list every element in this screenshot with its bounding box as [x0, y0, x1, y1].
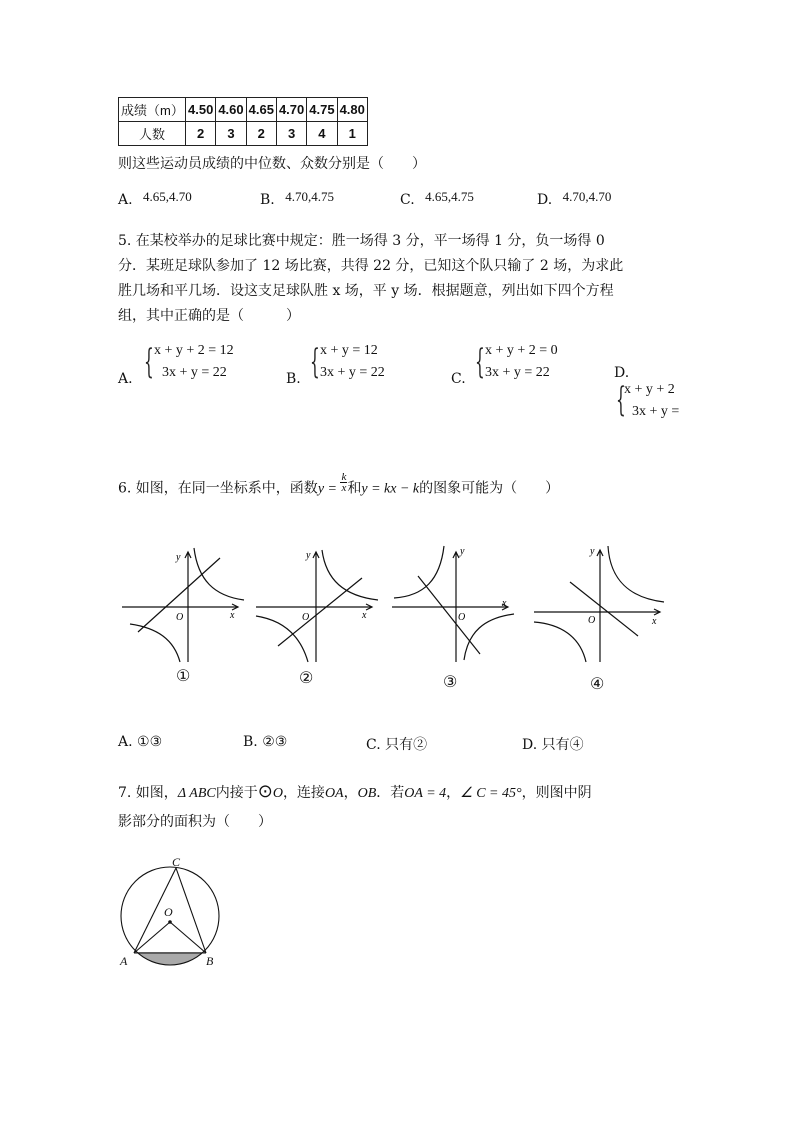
- q5-line-4: 组，其中正确的是（ ）: [118, 308, 300, 324]
- option-letter: C.: [451, 371, 466, 387]
- equation-2: 3x + y = 22: [485, 365, 550, 380]
- q5-option-c[interactable]: [451, 343, 611, 391]
- brace-icon: {: [144, 342, 154, 382]
- option-letter: B.: [243, 734, 258, 750]
- origin-label: O: [588, 615, 596, 626]
- equation-1: x + y = 12: [320, 343, 378, 358]
- origin-label: O: [176, 612, 184, 623]
- table-row: [119, 122, 368, 146]
- q6-option-b[interactable]: [243, 734, 287, 750]
- q5-line-3: 胜几场和平几场．设这支足球队胜 x 场，平 y 场．根据题意，列出如下四个方程: [118, 283, 614, 299]
- graph-1: [118, 540, 248, 665]
- axis-y-label: y: [176, 552, 181, 563]
- q4-question: 则这些运动员成绩的中位数、众数分别是（ ）: [118, 156, 426, 172]
- graph-2: [252, 540, 382, 665]
- table-header-score: 成绩（m）: [119, 98, 186, 122]
- graph-label-2: ②: [299, 668, 314, 687]
- point-label-c: C: [172, 855, 181, 869]
- axis-x-label: x: [362, 610, 367, 621]
- table-cell: 4.70: [276, 98, 306, 122]
- circle-dot-icon: ⊙: [257, 781, 273, 801]
- table-cell: 4.65: [246, 98, 276, 122]
- option-text: ①③: [137, 734, 163, 750]
- equation-1: x + y + 2 = 12: [154, 343, 234, 358]
- origin-label: O: [458, 612, 466, 623]
- equation-2: 3x + y = 22: [320, 365, 385, 380]
- q4-option-b[interactable]: [260, 189, 334, 208]
- graph-label-4: ④: [590, 674, 605, 693]
- option-letter: B.: [286, 371, 301, 387]
- q7-suffix: ，则图中阴: [521, 785, 592, 801]
- point-label-o: O: [164, 905, 173, 919]
- table-cell: 4.60: [216, 98, 246, 122]
- q7-angle: ∠ C = 45°: [460, 786, 522, 801]
- score-table: [118, 97, 368, 146]
- q6-prefix: 6. 如图，在同一坐标系中，函数: [118, 480, 318, 497]
- axis-y-label: y: [460, 546, 465, 557]
- option-letter: B.: [260, 192, 275, 208]
- q6-func2: y = kx − k: [361, 481, 420, 497]
- q5-option-b[interactable]: [286, 343, 446, 391]
- q4-option-c[interactable]: [400, 189, 474, 208]
- option-letter: C.: [400, 192, 415, 208]
- shaded-segment: [112, 952, 232, 972]
- circle-figure: [112, 852, 232, 972]
- table-row: [119, 98, 368, 122]
- q7-if: ．若: [376, 785, 405, 801]
- q7-oa-eq: OA = 4: [404, 786, 447, 801]
- option-letter: A.: [118, 192, 133, 208]
- table-cell: 4.75: [307, 98, 337, 122]
- option-letter: A.: [118, 734, 133, 750]
- option-letter: C.: [366, 737, 381, 753]
- option-letter: D.: [537, 192, 553, 208]
- option-letter: D.: [522, 737, 538, 753]
- graph-3: [388, 540, 518, 665]
- equation-2: 3x + y = 22: [162, 365, 227, 380]
- option-text: 4.65,4.70: [143, 189, 192, 204]
- origin-label: O: [302, 612, 310, 623]
- axis-x-label: x: [652, 616, 657, 627]
- axis-x-label: x: [502, 598, 507, 609]
- option-text: ②③: [262, 734, 288, 750]
- q6-option-a[interactable]: [118, 734, 162, 750]
- q7-comma: ，: [446, 785, 461, 801]
- q4-option-d[interactable]: [537, 189, 612, 208]
- q7-inscribed: 内接于: [215, 785, 258, 801]
- axis-x-label: x: [230, 610, 235, 621]
- table-cell: 2: [246, 122, 276, 146]
- option-letter: D.: [614, 365, 630, 381]
- point-label-b: B: [206, 954, 214, 968]
- table-cell: 4.80: [337, 98, 367, 122]
- q5-line-1: 5. 在某校举办的足球比赛中规定：胜一场得 3 分，平一场得 1 分，负一场得 0: [118, 233, 605, 249]
- axis-y-label: y: [306, 550, 311, 561]
- graph-4: [530, 540, 670, 665]
- table-cell: 4: [307, 122, 337, 146]
- q6-question: [118, 471, 560, 500]
- option-text: 4.70,4.70: [562, 189, 612, 204]
- brace-icon: {: [616, 380, 626, 420]
- table-cell: 3: [276, 122, 306, 146]
- center-point: [168, 920, 172, 924]
- brace-icon: {: [310, 342, 320, 382]
- q6-option-c[interactable]: [366, 734, 427, 754]
- table-cell: 1: [337, 122, 367, 146]
- option-text: 只有②: [385, 737, 428, 753]
- fraction-numerator: k: [341, 471, 347, 483]
- equation-2: 3x + y =: [632, 404, 680, 419]
- q6-func1: y =: [317, 481, 341, 497]
- option-letter: A.: [118, 371, 133, 387]
- q7-comma: ，: [343, 785, 358, 801]
- q7-connect: ，连接: [282, 785, 325, 801]
- table-cell: 3: [216, 122, 246, 146]
- option-text: 4.70,4.75: [285, 189, 334, 204]
- q5-option-d[interactable]: [614, 365, 684, 425]
- q7-ob: OB: [357, 786, 377, 801]
- graph-label-3: ③: [443, 672, 458, 691]
- brace-icon: {: [475, 342, 485, 382]
- point-label-a: A: [120, 954, 128, 968]
- q7-prefix: 7. 如图，: [118, 785, 178, 801]
- table-header-count: 人数: [119, 122, 186, 146]
- q5-line-2: 分．某班足球队参加了 12 场比赛，共得 22 分，已知这个队只输了 2 场，为求此: [118, 258, 624, 274]
- equation-1: x + y + 2 = 0: [485, 343, 558, 358]
- fraction-denominator: x: [341, 482, 347, 494]
- fraction: [340, 472, 347, 493]
- q7-line-2: 影部分的面积为（ ）: [118, 814, 272, 830]
- q4-option-a[interactable]: [118, 189, 192, 208]
- q6-mid: 和: [347, 480, 362, 497]
- graph-label-1: ①: [176, 666, 191, 685]
- q7-circle-o: O: [272, 786, 283, 801]
- axis-y-label: y: [590, 546, 595, 557]
- table-cell: 2: [186, 122, 216, 146]
- option-text: 4.65,4.75: [425, 189, 474, 204]
- q7-oa: OA: [324, 786, 344, 801]
- q7-triangle: Δ ABC: [177, 786, 216, 801]
- table-cell: 4.50: [186, 98, 216, 122]
- option-text: 只有④: [541, 737, 584, 753]
- q5-option-a[interactable]: [118, 343, 278, 391]
- q6-suffix: 的图象可能为（ ）: [419, 480, 560, 497]
- q6-option-d[interactable]: [522, 734, 584, 754]
- q7-line-1: [118, 781, 592, 802]
- equation-1: x + y + 2: [624, 382, 675, 397]
